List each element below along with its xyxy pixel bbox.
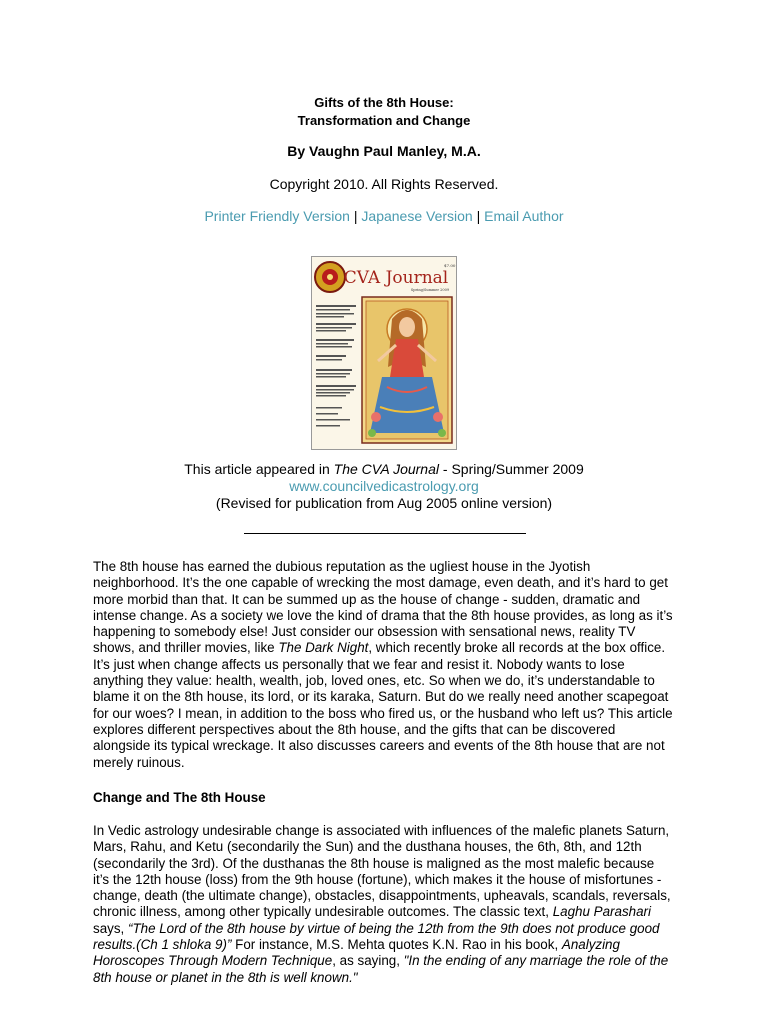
website-link[interactable]: www.councilvedicastrology.org xyxy=(289,478,479,494)
journal-name: The CVA Journal xyxy=(333,461,439,477)
paragraph-change: In Vedic astrology undesirable change is associated with influences of the malefic planets Saturn, Mars, Rahu, and Ketu (secondarily the Sun) and the dusthana houses, the 6th, 8th, and 12th (secondarily the 3rd). Of the dusthanas the 8th house is maligned as the most malefic because it’s the 12th house (loss) from the 9th house (fortune), which makes it the house of misfortunes - change, death (the ultimate change), obstacles, disappointments, upheavals, scandals, reversals, chronic illness, among other typically undesirable outcomes. The classic text, Laghu Parashari says, “The Lord of the 8th house by virtue of being the 12th from the 9th does not produce good results.(Ch 1 shloka 9)” For instance, M.S. Mehta quotes K.N. Rao in his book, Analyzing Horoscopes Through Modern Technique, as saying, "In the ending of any marriage the role of the 8th house or planet in the 8th is well known." xyxy=(93,823,671,985)
revised-note: (Revised for publication from Aug 2005 online version) xyxy=(215,495,553,511)
link-separator: | xyxy=(353,208,358,224)
svg-text:Spring/Summer 2009: Spring/Summer 2009 xyxy=(410,288,450,292)
cover-illustration xyxy=(312,257,456,449)
svg-text:$7.00: $7.00 xyxy=(444,263,456,268)
author-byline: By Vaughn Paul Manley, M.A. xyxy=(287,143,481,159)
paragraph-intro: The 8th house has earned the dubious reputation as the ugliest house in the Jyotish neighborhood. It’s the one capable of wrecking the most damage, even death, and it’s hard to get more morbid than that. It can be summed up as the house of change - sudden, dramatic and intense change. As a society we love the kind of drama that the 8th house provides, as long as it’s happening to somebody else! Just consider our obsession with sensational news, reality TV shows, and thriller movies, like The Dark Night, which recently broke all records at the box office. It’s just when change affects us personally that we fear and resist it. Nobody wants to lose anything they value: health, wealth, job, loved ones, etc. So when we do, it’s understandable to blame it on the 8th house, its lord, or its karaka, Saturn. But do we really need another scapegoat for our woes? I mean, in addition to the boss who fired us, or the husband who left us? This article explores different perspectives about the 8th house, and the gifts that can be discovered alongside its typical wreckage. It also discusses careers and events of the 8th house that are not merely ruinous. xyxy=(93,559,673,770)
printer-friendly-link[interactable]: Printer Friendly Version xyxy=(204,208,350,224)
cover-title: CVA Journal xyxy=(343,268,449,288)
section-heading: Change and The 8th House xyxy=(93,790,266,805)
appeared-line: This article appeared in The CVA Journal - Spring/Summer 2009 xyxy=(184,461,584,477)
article-links xyxy=(0,208,768,224)
title-line-1: Gifts of the 8th House: xyxy=(314,95,454,110)
divider-rule xyxy=(244,533,526,534)
publication-note xyxy=(0,461,768,512)
journal-cover-image xyxy=(311,256,457,450)
japanese-version-link[interactable]: Japanese Version xyxy=(361,208,473,224)
article-title xyxy=(0,94,768,130)
title-line-2: Transformation and Change xyxy=(297,113,471,128)
email-author-link[interactable]: Email Author xyxy=(484,208,564,224)
copyright-notice: Copyright 2010. All Rights Reserved. xyxy=(269,176,499,192)
link-separator: | xyxy=(476,208,481,224)
